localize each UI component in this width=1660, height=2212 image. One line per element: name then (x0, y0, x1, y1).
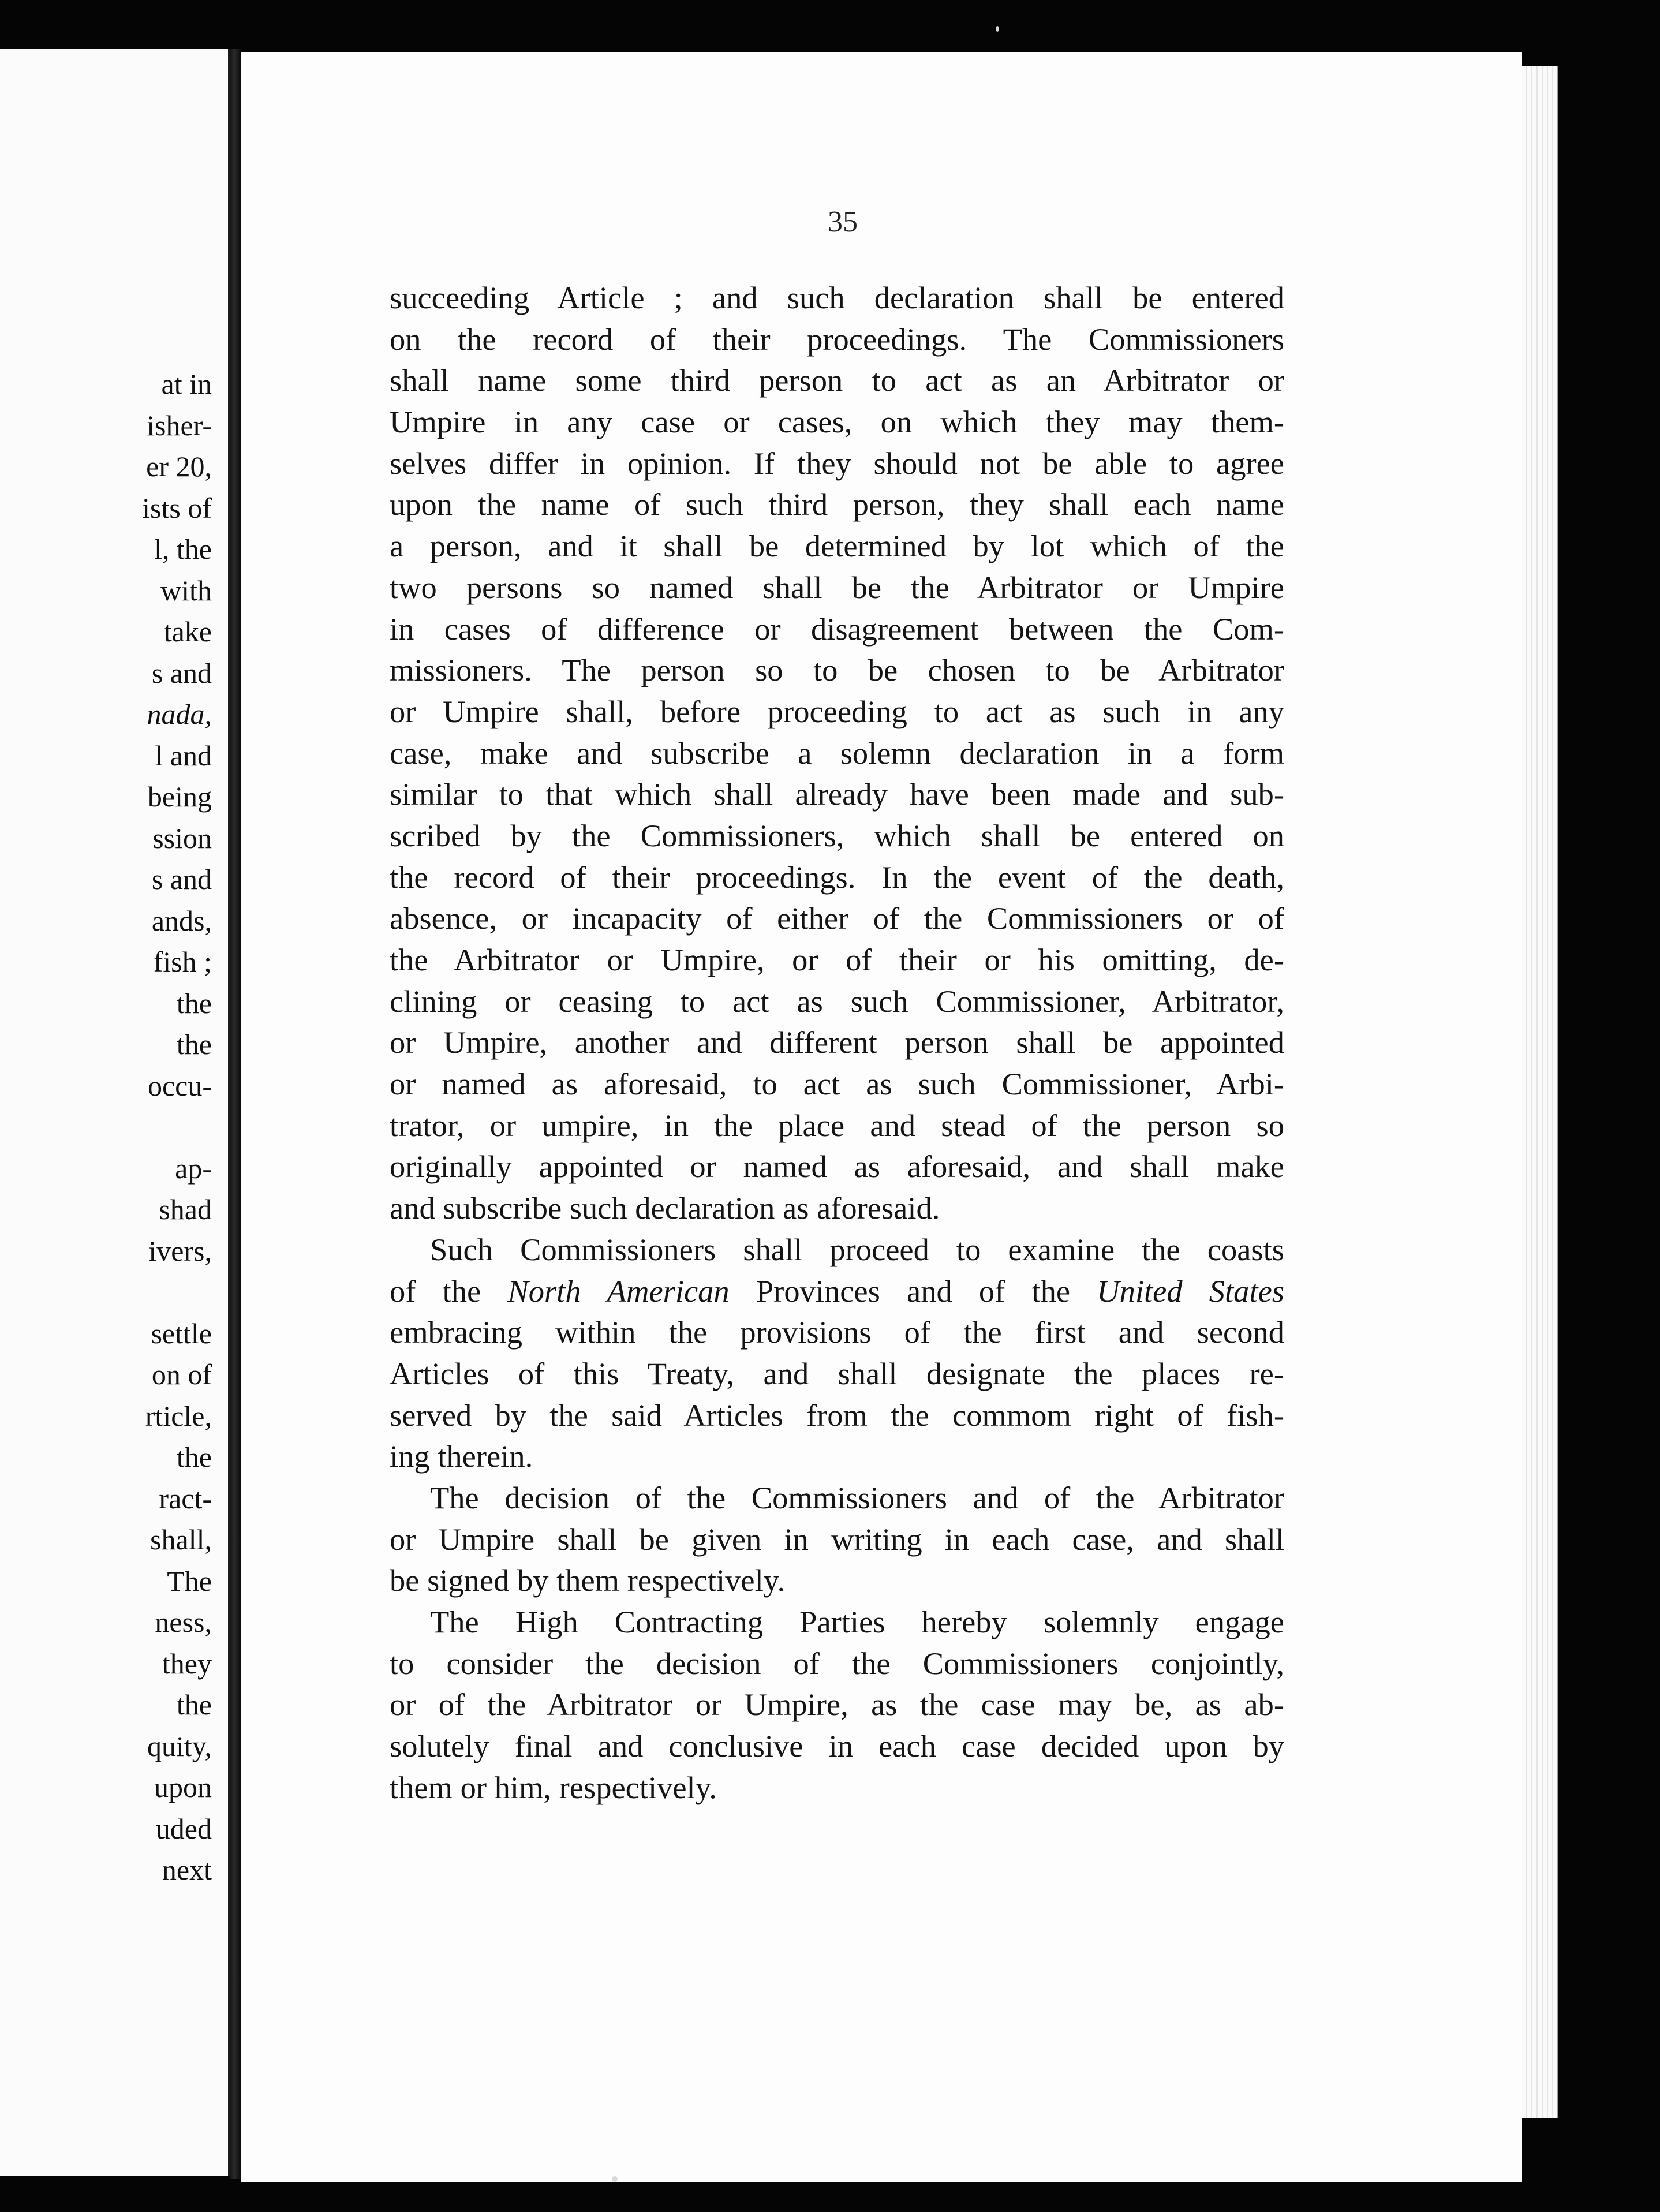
text-line: served by the said Articles from the commom right of fish- (390, 1397, 1284, 1433)
italic-place-name: North American (507, 1273, 730, 1309)
left-page-line: ssion (152, 821, 212, 854)
text-run: Provinces and of the (729, 1273, 1097, 1309)
left-page-line: take (163, 615, 212, 648)
text-line: succeeding Article ; and such declaration shall be entered (390, 280, 1284, 315)
text-line: absence, or incapacity of either of the Commissioners or of (390, 901, 1284, 936)
text-line: or named as aforesaid, to act as such Commissioner, Arbi- (390, 1066, 1284, 1102)
left-page-line: ists of (142, 491, 212, 524)
text-line: or Umpire shall, before proceeding to act as such in any (390, 693, 1284, 729)
text-line: missioners. The person so to be chosen to be Arbitrator (390, 652, 1284, 688)
text-run: of the (390, 1273, 508, 1309)
left-page (0, 49, 230, 2176)
text-line: selves differ in opinion. If they should not be able to agree (390, 445, 1284, 481)
left-page-line: the (176, 987, 212, 1019)
text-line: be signed by them respectively. (390, 1563, 786, 1598)
left-page-line: fish ; (153, 946, 212, 978)
paragraph-3 (390, 1477, 1284, 1601)
text-line (390, 1271, 1284, 1312)
paragraph-2 (390, 1229, 1284, 1477)
left-page-line: they (162, 1647, 212, 1680)
text-line: case, make and subscribe a solemn declaration in a form (390, 735, 1284, 771)
text-line: originally appointed or named as aforesaid, and shall make (390, 1149, 1284, 1185)
book-gutter (230, 49, 241, 2179)
text-line: and subscribe such declaration as aforesaid. (390, 1190, 940, 1226)
left-page-line: er 20, (146, 450, 212, 483)
left-page-line: ness, (155, 1606, 212, 1638)
left-page-line: l and (155, 739, 212, 772)
left-page-line: occu- (147, 1069, 212, 1102)
scan-speck (996, 26, 999, 32)
paragraph-1 (390, 277, 1284, 1229)
left-page-line: the (176, 1028, 212, 1060)
left-page-line: being (147, 780, 212, 813)
text-line: on the record of their proceedings. The Commissioners (390, 321, 1284, 357)
text-line: Such Commissioners shall proceed to examine the coasts (430, 1231, 1284, 1267)
left-page-line: rticle, (145, 1399, 212, 1432)
left-page-line: the (176, 1441, 212, 1473)
left-page-line: s and (151, 656, 212, 689)
text-line: the Arbitrator or Umpire, or of their or his omitting, de- (390, 942, 1284, 977)
left-page-line: shall, (150, 1523, 212, 1556)
left-page-line: next (162, 1854, 212, 1886)
left-page-line: isher- (147, 409, 212, 442)
text-line: trator, or umpire, in the place and stead of the person so (390, 1107, 1284, 1143)
text-line: them or him, respectively. (390, 1769, 717, 1805)
text-line: solutely final and conclusive in each case decided upon by (390, 1728, 1284, 1764)
paragraph-4 (390, 1601, 1284, 1808)
left-page-line: l, the (154, 533, 212, 565)
text-line: in cases of difference or disagreement between the Com- (390, 611, 1284, 647)
left-page-line: settle (151, 1317, 212, 1350)
text-line: clining or ceasing to act as such Commissioner, Arbitrator, (390, 983, 1284, 1019)
left-page-line: uded (155, 1812, 212, 1845)
text-line: a person, and it shall be determined by lot which of the (390, 528, 1284, 564)
left-page-line: ap- (175, 1152, 212, 1185)
text-line: the record of their proceedings. In the event of the death, (390, 859, 1284, 895)
page-edge (1522, 66, 1558, 2118)
left-page-line: quity, (147, 1729, 212, 1762)
text-line: ing therein. (390, 1438, 533, 1474)
text-line: scribed by the Commissioners, which shall be entered on (390, 817, 1284, 853)
left-page-line (142, 1272, 212, 1313)
left-page-line: nada, (147, 698, 212, 730)
italic-place-name: United States (1097, 1273, 1284, 1309)
left-page-line: The (167, 1564, 212, 1597)
text-line: or Umpire, another and different person shall be appointed (390, 1025, 1284, 1060)
left-page-line: upon (154, 1771, 212, 1803)
text-line: The High Contracting Parties hereby solemnly engage (430, 1604, 1284, 1639)
text-line: to consider the decision of the Commissioners conjointly, (390, 1645, 1284, 1681)
left-page-line: on of (151, 1358, 212, 1391)
left-page-line: at in (161, 368, 212, 400)
left-page-line (142, 1107, 212, 1148)
left-page-line: ract- (159, 1482, 212, 1515)
text-line: Articles of this Treaty, and shall designate the places re- (390, 1355, 1284, 1391)
text-line: or of the Arbitrator or Umpire, as the case may be, as ab- (390, 1687, 1284, 1722)
text-line: or Umpire shall be given in writing in each case, and shall (390, 1521, 1284, 1557)
text-line: similar to that which shall already have been made and sub- (390, 776, 1284, 812)
left-page-line: ivers, (148, 1234, 212, 1267)
left-page-text (142, 364, 212, 1891)
left-page-line: shad (159, 1193, 212, 1225)
left-page-line: with (160, 574, 212, 607)
text-line: embracing within the provisions of the first and second (390, 1314, 1284, 1350)
text-line: The decision of the Commissioners and of the Arbitrator (430, 1479, 1284, 1515)
left-page-line: the (176, 1688, 212, 1721)
text-line: Umpire in any case or cases, on which they may them- (390, 404, 1284, 440)
body-text (390, 277, 1284, 1808)
left-page-line: s and (151, 863, 212, 895)
scan-speck (612, 2176, 618, 2182)
text-line: two persons so named shall be the Arbitrator or Umpire (390, 569, 1284, 605)
left-page-line: ands, (151, 904, 212, 937)
text-line: shall name some third person to act as an Arbitrator or (390, 363, 1284, 398)
text-line: upon the name of such third person, they shall each name (390, 487, 1284, 522)
page-number: 35 (828, 205, 858, 238)
